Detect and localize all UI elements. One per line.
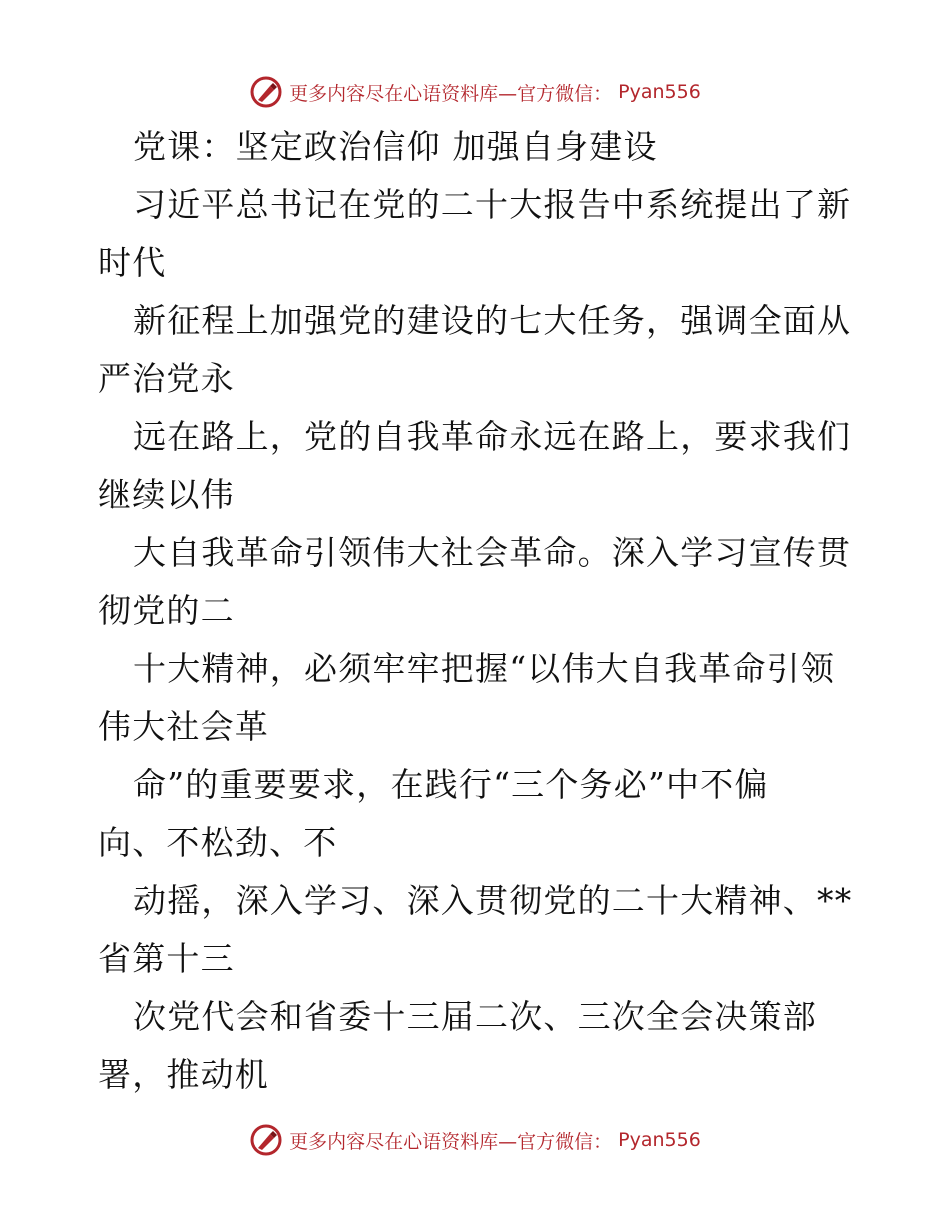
paragraph-line: 署，推动机 <box>98 1055 269 1094</box>
paragraph-line: 动摇，深入学习、深入贯彻党的二十大精神、** <box>133 881 853 920</box>
wechat-id: Pyan556 <box>618 1129 701 1151</box>
pen-logo-icon <box>249 75 283 109</box>
watermark-banner-top <box>0 72 950 112</box>
wechat-id: Pyan556 <box>618 81 701 103</box>
paragraph-line: 继续以伟 <box>98 475 235 514</box>
paragraph-line: 命”的重要要求，在践行“三个务必”中不偏 <box>133 765 769 804</box>
watermark-banner-bottom <box>0 1120 950 1160</box>
paragraph-line: 彻党的二 <box>98 591 235 630</box>
document-title: 党课：坚定政治信仰 加强自身建设 <box>133 127 658 166</box>
pen-logo-icon <box>249 1123 283 1157</box>
paragraph-line: 伟大社会革 <box>98 707 269 746</box>
paragraph-line: 远在路上，党的自我革命永远在路上，要求我们 <box>133 417 852 456</box>
paragraph-line: 新征程上加强党的建设的七大任务，强调全面从 <box>133 301 852 340</box>
paragraph-line: 时代 <box>98 243 167 282</box>
paragraph-line: 向、不松劲、不 <box>98 823 338 862</box>
paragraph-line: 十大精神，必须牢牢把握“以伟大自我革命引领 <box>133 649 836 688</box>
watermark-text: 更多内容尽在心语资料库—官方微信： <box>289 82 613 105</box>
paragraph-line: 省第十三 <box>98 939 235 978</box>
watermark-text: 更多内容尽在心语资料库—官方微信： <box>289 1130 613 1153</box>
paragraph-line: 次党代会和省委十三届二次、三次全会决策部 <box>133 997 817 1036</box>
paragraph-line: 习近平总书记在党的二十大报告中系统提出了新 <box>133 185 852 224</box>
paragraph-line: 严治党永 <box>98 359 235 398</box>
paragraph-line: 大自我革命引领伟大社会革命。深入学习宣传贯 <box>133 533 852 572</box>
